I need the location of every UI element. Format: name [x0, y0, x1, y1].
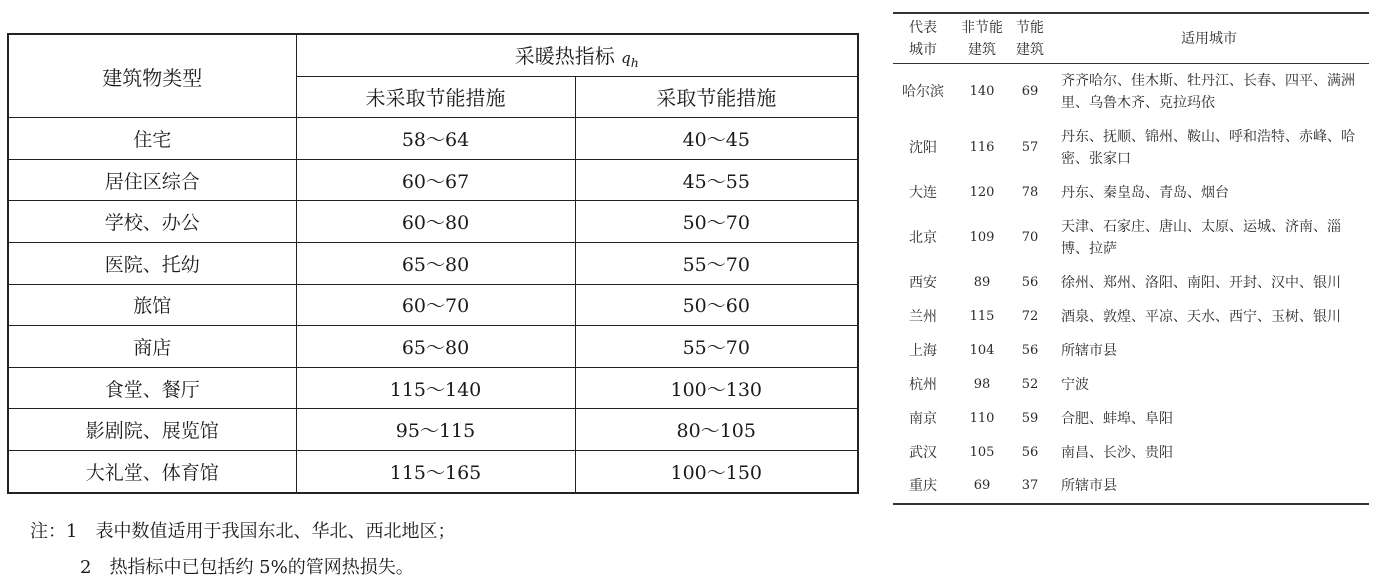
table-row [8, 242, 858, 284]
city-cell: 南京 [909, 410, 937, 427]
applicable-cities-cell: 所辖市县 [1061, 342, 1117, 359]
energy-cell: 56 [1021, 444, 1039, 460]
energy-cell: 70 [1021, 229, 1039, 245]
applicable-cities-cell: 南昌、长沙、贵阳 [1061, 444, 1173, 461]
table-row [8, 450, 858, 492]
energy-cell: 59 [1021, 410, 1039, 426]
applicable-cities-cell: 宁波 [1061, 376, 1089, 393]
table-row [893, 266, 1369, 300]
table-row [8, 159, 858, 201]
table-row [8, 284, 858, 326]
applicable-cities-cell: 合肥、蚌埠、阜阳 [1061, 410, 1173, 427]
header-energy-building: 节能 建筑 [1011, 13, 1049, 64]
city-heating-table [893, 12, 1369, 505]
city-cell: 武汉 [909, 444, 937, 461]
header-heating-index-label: 采暖热指标 [514, 44, 615, 69]
measures-cell: 40～45 [575, 118, 858, 160]
no-measures-cell: 65～80 [296, 326, 575, 368]
city-cell: 重庆 [893, 470, 953, 504]
note-2: 2 热指标中已包括约 5%的管网热损失。 [80, 557, 414, 578]
no-measures-cell: 58～64 [296, 118, 575, 160]
city-cell: 大连 [909, 184, 937, 201]
building-type-cell: 居住区综合 [8, 159, 296, 201]
table-row [8, 118, 858, 160]
table-row [893, 210, 1369, 266]
energy-cell: 72 [1021, 308, 1039, 324]
energy-cell: 57 [1021, 139, 1039, 155]
no-measures-cell: 60～70 [296, 284, 575, 326]
heating-index-body [8, 118, 858, 493]
city-cell: 兰州 [909, 308, 937, 325]
measures-cell: 50～70 [575, 201, 858, 243]
non-energy-cell: 89 [973, 274, 991, 290]
applicable-cities-cell: 所辖市县 [1049, 470, 1369, 504]
measures-cell: 100～130 [575, 367, 858, 409]
measures-cell: 50～60 [575, 284, 858, 326]
table-row [8, 367, 858, 409]
building-type-cell: 旅馆 [8, 284, 296, 326]
applicable-cities-cell: 丹东、秦皇岛、青岛、烟台 [1061, 184, 1229, 201]
applicable-cities-cell: 天津、石家庄、唐山、太原、运城、济南、淄博、拉萨 [1061, 218, 1341, 257]
no-measures-cell: 65～80 [296, 242, 575, 284]
header-non-energy-building: 非节能 建筑 [953, 13, 1011, 64]
note-1: 注：1 表中数值适用于我国东北、华北、西北地区； [30, 521, 456, 542]
table-row [893, 436, 1369, 470]
non-energy-cell: 98 [973, 376, 991, 392]
table-row [893, 300, 1369, 334]
table-row [893, 402, 1369, 436]
energy-cell: 37 [1011, 470, 1049, 504]
city-cell: 沈阳 [909, 139, 937, 156]
no-measures-cell: 60～80 [296, 201, 575, 243]
non-energy-cell: 140 [969, 83, 995, 99]
non-energy-cell: 110 [969, 410, 995, 426]
city-cell: 北京 [909, 229, 937, 246]
non-energy-cell: 104 [969, 342, 995, 358]
measures-cell: 45～55 [575, 159, 858, 201]
energy-cell: 56 [1021, 274, 1039, 290]
applicable-cities-cell: 丹东、抚顺、锦州、鞍山、呼和浩特、赤峰、哈密、张家口 [1061, 128, 1355, 167]
no-measures-cell: 115～165 [296, 450, 575, 492]
header-measures: 采取节能措施 [575, 76, 858, 118]
non-energy-cell: 69 [953, 470, 1011, 504]
city-cell: 上海 [909, 342, 937, 359]
table-row [893, 64, 1369, 120]
building-type-cell: 影剧院、展览馆 [8, 409, 296, 451]
applicable-cities-cell: 酒泉、敦煌、平凉、天水、西宁、玉树、银川 [1061, 308, 1341, 325]
table-row [8, 409, 858, 451]
table-row [8, 201, 858, 243]
building-type-cell: 学校、办公 [8, 201, 296, 243]
measures-cell: 55～70 [575, 242, 858, 284]
building-type-cell: 商店 [8, 326, 296, 368]
city-heating-body [893, 64, 1369, 504]
measures-cell: 100～150 [575, 450, 858, 492]
no-measures-cell: 115～140 [296, 367, 575, 409]
table-row [893, 470, 1369, 504]
applicable-cities-cell: 齐齐哈尔、佳木斯、牡丹江、长春、四平、满洲里、乌鲁木齐、克拉玛依 [1061, 72, 1355, 111]
city-cell: 杭州 [909, 376, 937, 393]
building-type-cell: 住宅 [8, 118, 296, 160]
city-cell: 哈尔滨 [902, 83, 944, 100]
header-representative-city: 代表 城市 [893, 13, 953, 64]
measures-cell: 55～70 [575, 326, 858, 368]
building-type-cell: 大礼堂、体育馆 [8, 450, 296, 492]
non-energy-cell: 116 [969, 139, 995, 155]
table-row [893, 334, 1369, 368]
table-notes [30, 514, 455, 586]
no-measures-cell: 60～67 [296, 159, 575, 201]
building-type-cell: 食堂、餐厅 [8, 367, 296, 409]
header-no-measures: 未采取节能措施 [296, 76, 575, 118]
table-row [8, 326, 858, 368]
non-energy-cell: 115 [969, 308, 995, 324]
table-row [893, 368, 1369, 402]
non-energy-cell: 120 [969, 184, 995, 200]
non-energy-cell: 105 [969, 444, 995, 460]
table-row [893, 120, 1369, 176]
non-energy-cell: 109 [969, 229, 995, 245]
header-heating-index-symbol: $q_h$ [621, 49, 639, 71]
header-building-type: 建筑物类型 [8, 34, 296, 118]
applicable-cities-cell: 徐州、郑州、洛阳、南阳、开封、汉中、银川 [1061, 274, 1341, 291]
energy-cell: 52 [1021, 376, 1039, 392]
heating-index-table [7, 33, 859, 494]
header-heating-index [296, 34, 858, 76]
no-measures-cell: 95～115 [296, 409, 575, 451]
energy-cell: 78 [1021, 184, 1039, 200]
header-applicable-cities: 适用城市 [1049, 13, 1369, 64]
energy-cell: 69 [1021, 83, 1039, 99]
measures-cell: 80～105 [575, 409, 858, 451]
table-row [893, 176, 1369, 210]
city-cell: 西安 [909, 274, 937, 291]
energy-cell: 56 [1021, 342, 1039, 358]
building-type-cell: 医院、托幼 [8, 242, 296, 284]
